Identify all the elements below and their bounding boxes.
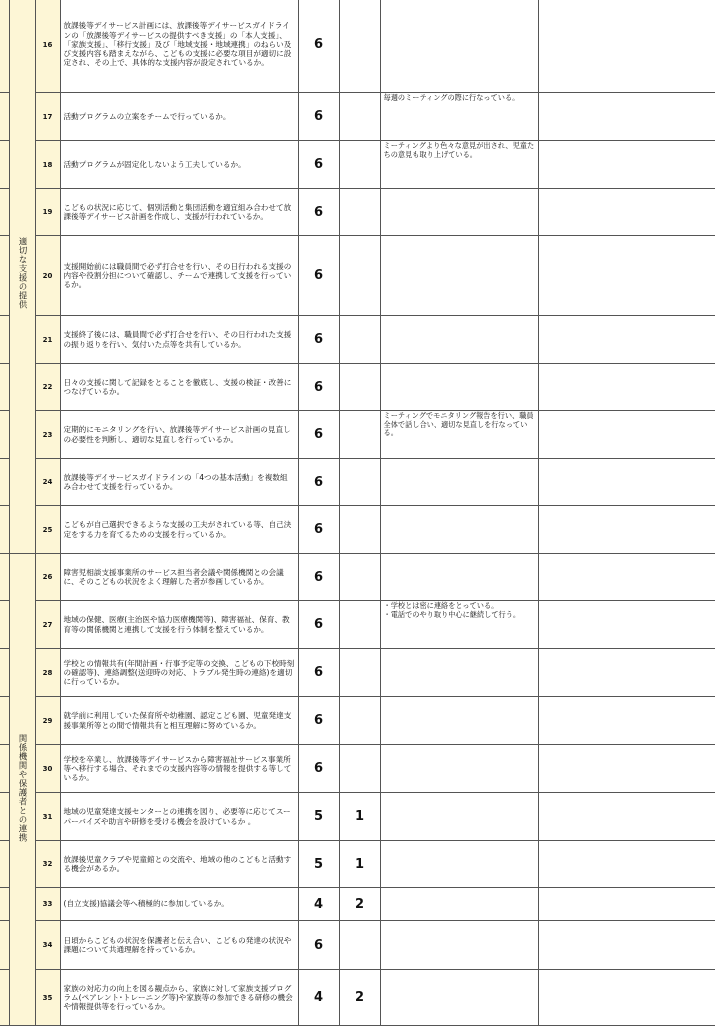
staff-comment-blank bbox=[538, 970, 715, 1026]
yes-count: 5 bbox=[298, 793, 339, 841]
table-row bbox=[0, 888, 715, 921]
item-number: 16 bbox=[35, 0, 60, 93]
question-text: 放課後等デイサービスガイドラインの「4つの基本活動」を複数組み合わせて支援を行っているか。 bbox=[60, 459, 298, 506]
improvement-comment: ・学校とは密に連絡をとっている。 ・電話でのやり取り中心に継続して行う。 bbox=[380, 601, 538, 649]
staff-comment-blank bbox=[538, 93, 715, 141]
yes-count: 6 bbox=[298, 0, 339, 93]
yes-count: 6 bbox=[298, 411, 339, 459]
staff-comment-blank bbox=[538, 554, 715, 601]
row-margin bbox=[0, 316, 9, 364]
category-label: 適切な支援の提供 bbox=[17, 237, 27, 309]
question-text: 就学前に利用していた保育所や幼稚園、認定こども園、児童発達支援事業所等との間で情報共有と相互理解に努めているか。 bbox=[60, 697, 298, 745]
question-text: 障害児相談支援事業所のサービス担当者会議や関係機関との会議に、そのこどもの状況をよく理解した者が参画しているか。 bbox=[60, 554, 298, 601]
item-number: 26 bbox=[35, 554, 60, 601]
staff-comment-blank bbox=[538, 141, 715, 189]
yes-count: 6 bbox=[298, 316, 339, 364]
question-text: 地域の児童発達支援センターとの連携を図り、必要等に応じてスーパーバイズや助言や研修を受ける機会を設けているか 。 bbox=[60, 793, 298, 841]
item-number: 22 bbox=[35, 364, 60, 411]
yes-count: 6 bbox=[298, 697, 339, 745]
yes-count: 6 bbox=[298, 364, 339, 411]
improvement-comment bbox=[380, 793, 538, 841]
improvement-comment bbox=[380, 970, 538, 1026]
item-number: 28 bbox=[35, 649, 60, 697]
no-count bbox=[339, 141, 380, 189]
table-row bbox=[0, 93, 715, 141]
row-margin bbox=[0, 236, 9, 316]
staff-comment-blank bbox=[538, 601, 715, 649]
table-row bbox=[0, 649, 715, 697]
yes-count: 5 bbox=[298, 841, 339, 888]
staff-comment-blank bbox=[538, 506, 715, 554]
improvement-comment bbox=[380, 459, 538, 506]
staff-comment-blank bbox=[538, 189, 715, 236]
table-row bbox=[0, 316, 715, 364]
staff-comment-blank bbox=[538, 236, 715, 316]
item-number: 21 bbox=[35, 316, 60, 364]
improvement-comment bbox=[380, 236, 538, 316]
table-row bbox=[0, 745, 715, 793]
no-count bbox=[339, 236, 380, 316]
table-row bbox=[0, 459, 715, 506]
no-count bbox=[339, 316, 380, 364]
item-number: 35 bbox=[35, 970, 60, 1026]
row-margin bbox=[0, 793, 9, 841]
row-margin bbox=[0, 554, 9, 601]
table-row bbox=[0, 411, 715, 459]
improvement-comment bbox=[380, 364, 538, 411]
item-number: 33 bbox=[35, 888, 60, 921]
staff-comment-blank bbox=[538, 745, 715, 793]
question-text: こどもが自己選択できるような支援の工夫がされている等、自己決定をする力を育てるための支援を行っているか。 bbox=[60, 506, 298, 554]
table-row bbox=[0, 697, 715, 745]
table-row bbox=[0, 970, 715, 1026]
yes-count: 6 bbox=[298, 506, 339, 554]
no-count bbox=[339, 921, 380, 970]
question-text: 活動プログラムの立案をチームで行っているか。 bbox=[60, 93, 298, 141]
row-margin bbox=[0, 411, 9, 459]
no-count bbox=[339, 411, 380, 459]
staff-comment-blank bbox=[538, 364, 715, 411]
question-text: 学校を卒業し、放課後等デイサービスから障害福祉サービス事業所等へ移行する場合、それまでの支援内容等の情報を提供する等しているか。 bbox=[60, 745, 298, 793]
item-number: 18 bbox=[35, 141, 60, 189]
table-row bbox=[0, 554, 715, 601]
item-number: 29 bbox=[35, 697, 60, 745]
no-count: 2 bbox=[339, 888, 380, 921]
question-text: 放課後等デイサービス計画には、放課後等デイサービスガイドラインの「放課後等デイサービスの提供すべき支援」の「本人支援」、「家族支援」、「移行支援」及び「地域支援・地域連携」のねらい及び支援内容も踏まえながら、こどもの支援に必要な項目が適切に設定され、その上で、具体的な支援内容が設定されているか。 bbox=[60, 0, 298, 93]
no-count: 1 bbox=[339, 841, 380, 888]
item-number: 23 bbox=[35, 411, 60, 459]
no-count: 1 bbox=[339, 793, 380, 841]
staff-comment-blank bbox=[538, 316, 715, 364]
no-count bbox=[339, 364, 380, 411]
improvement-comment bbox=[380, 506, 538, 554]
item-number: 19 bbox=[35, 189, 60, 236]
row-margin bbox=[0, 364, 9, 411]
item-number: 25 bbox=[35, 506, 60, 554]
row-margin bbox=[0, 0, 9, 93]
yes-count: 6 bbox=[298, 141, 339, 189]
staff-comment-blank bbox=[538, 793, 715, 841]
question-text: 支援終了後には、職員間で必ず打合せを行い、その日行われた支援の振り返りを行い、気付いた点等を共有しているか。 bbox=[60, 316, 298, 364]
table-row bbox=[0, 793, 715, 841]
improvement-comment bbox=[380, 921, 538, 970]
no-count bbox=[339, 459, 380, 506]
staff-comment-blank bbox=[538, 888, 715, 921]
staff-comment-blank bbox=[538, 459, 715, 506]
row-margin bbox=[0, 921, 9, 970]
table-row bbox=[0, 506, 715, 554]
staff-comment-blank bbox=[538, 411, 715, 459]
improvement-comment bbox=[380, 554, 538, 601]
improvement-comment bbox=[380, 649, 538, 697]
improvement-comment bbox=[380, 189, 538, 236]
no-count bbox=[339, 745, 380, 793]
staff-comment-blank bbox=[538, 841, 715, 888]
table-row bbox=[0, 841, 715, 888]
no-count bbox=[339, 649, 380, 697]
row-margin bbox=[0, 745, 9, 793]
question-text: 家族の対応力の向上を図る観点から、家族に対して家族支援プログラム(ペアレント･トレーニング等)や家族等の参加できる研修の機会や情報提供等を行っているか。 bbox=[60, 970, 298, 1026]
no-count: 2 bbox=[339, 970, 380, 1026]
item-number: 17 bbox=[35, 93, 60, 141]
category-cell bbox=[9, 554, 35, 1026]
no-count bbox=[339, 506, 380, 554]
table-row bbox=[0, 0, 715, 93]
table-row bbox=[0, 236, 715, 316]
yes-count: 6 bbox=[298, 236, 339, 316]
improvement-comment: ミーティングより色々な意見が出され、児童たちの意見も取り上げている。 bbox=[380, 141, 538, 189]
staff-comment-blank bbox=[538, 697, 715, 745]
improvement-comment: ミーティングでモニタリング報告を行い、職員全体で話し合い、適切な見直しを行なっている。 bbox=[380, 411, 538, 459]
row-margin bbox=[0, 970, 9, 1026]
question-text: 日々の支援に関して記録をとることを徹底し、支援の検証・改善につなげているか。 bbox=[60, 364, 298, 411]
table-row bbox=[0, 601, 715, 649]
yes-count: 6 bbox=[298, 649, 339, 697]
question-text: 支援開始前には職員間で必ず打合せを行い、その日行われる支援の内容や役割分担について確認し、チームで連携して支援を行っているか。 bbox=[60, 236, 298, 316]
yes-count: 6 bbox=[298, 554, 339, 601]
no-count bbox=[339, 93, 380, 141]
improvement-comment bbox=[380, 316, 538, 364]
improvement-comment bbox=[380, 745, 538, 793]
yes-count: 6 bbox=[298, 189, 339, 236]
item-number: 30 bbox=[35, 745, 60, 793]
improvement-comment bbox=[380, 0, 538, 93]
row-margin bbox=[0, 141, 9, 189]
table-row bbox=[0, 364, 715, 411]
item-number: 31 bbox=[35, 793, 60, 841]
row-margin bbox=[0, 459, 9, 506]
improvement-comment bbox=[380, 888, 538, 921]
question-text: 地域の保健、医療(主治医や協力医療機関等)、障害福祉、保育、教育等の関係機関と連携して支援を行う体制を整えているか。 bbox=[60, 601, 298, 649]
row-margin bbox=[0, 649, 9, 697]
item-number: 27 bbox=[35, 601, 60, 649]
question-text: 学校との情報共有(年間計画・行事予定等の交換、こどもの下校時刻の確認等)、連絡調整(送迎時の対応、トラブル発生時の連絡)を適切に行っているか。 bbox=[60, 649, 298, 697]
staff-comment-blank bbox=[538, 0, 715, 93]
item-number: 34 bbox=[35, 921, 60, 970]
no-count bbox=[339, 189, 380, 236]
item-number: 32 bbox=[35, 841, 60, 888]
yes-count: 6 bbox=[298, 601, 339, 649]
improvement-comment: 毎週のミーティングの際に行なっている。 bbox=[380, 93, 538, 141]
category-cell bbox=[9, 0, 35, 554]
staff-comment-blank bbox=[538, 921, 715, 970]
yes-count: 6 bbox=[298, 459, 339, 506]
improvement-comment bbox=[380, 697, 538, 745]
yes-count: 6 bbox=[298, 745, 339, 793]
no-count bbox=[339, 697, 380, 745]
question-text: 放課後児童クラブや児童館との交流や、地域の他のこどもと活動する機会があるか。 bbox=[60, 841, 298, 888]
table-row bbox=[0, 921, 715, 970]
row-margin bbox=[0, 189, 9, 236]
yes-count: 6 bbox=[298, 93, 339, 141]
staff-comment-blank bbox=[538, 649, 715, 697]
no-count bbox=[339, 0, 380, 93]
row-margin bbox=[0, 506, 9, 554]
no-count bbox=[339, 601, 380, 649]
yes-count: 4 bbox=[298, 888, 339, 921]
row-margin bbox=[0, 841, 9, 888]
question-text: 日頃からこどもの状況を保護者と伝え合い、こどもの発達の状況や課題について共通理解を持っているか。 bbox=[60, 921, 298, 970]
question-text: (自立支援)協議会等へ積極的に参加しているか。 bbox=[60, 888, 298, 921]
item-number: 24 bbox=[35, 459, 60, 506]
no-count bbox=[339, 554, 380, 601]
yes-count: 6 bbox=[298, 921, 339, 970]
table-row bbox=[0, 189, 715, 236]
question-text: 活動プログラムが固定化しないよう工夫しているか。 bbox=[60, 141, 298, 189]
category-label: 関係機関や保護者との連携 bbox=[17, 733, 27, 842]
row-margin bbox=[0, 888, 9, 921]
yes-count: 4 bbox=[298, 970, 339, 1026]
table-row bbox=[0, 141, 715, 189]
item-number: 20 bbox=[35, 236, 60, 316]
row-margin bbox=[0, 697, 9, 745]
row-margin bbox=[0, 601, 9, 649]
row-margin bbox=[0, 93, 9, 141]
question-text: 定期的にモニタリングを行い、放課後等デイサービス計画の見直しの必要性を判断し、適切な見直しを行っているか。 bbox=[60, 411, 298, 459]
question-text: こどもの状況に応じて、個別活動と集団活動を適宜組み合わせて放課後等デイサービス計画を作成し、支援が行われているか。 bbox=[60, 189, 298, 236]
improvement-comment bbox=[380, 841, 538, 888]
